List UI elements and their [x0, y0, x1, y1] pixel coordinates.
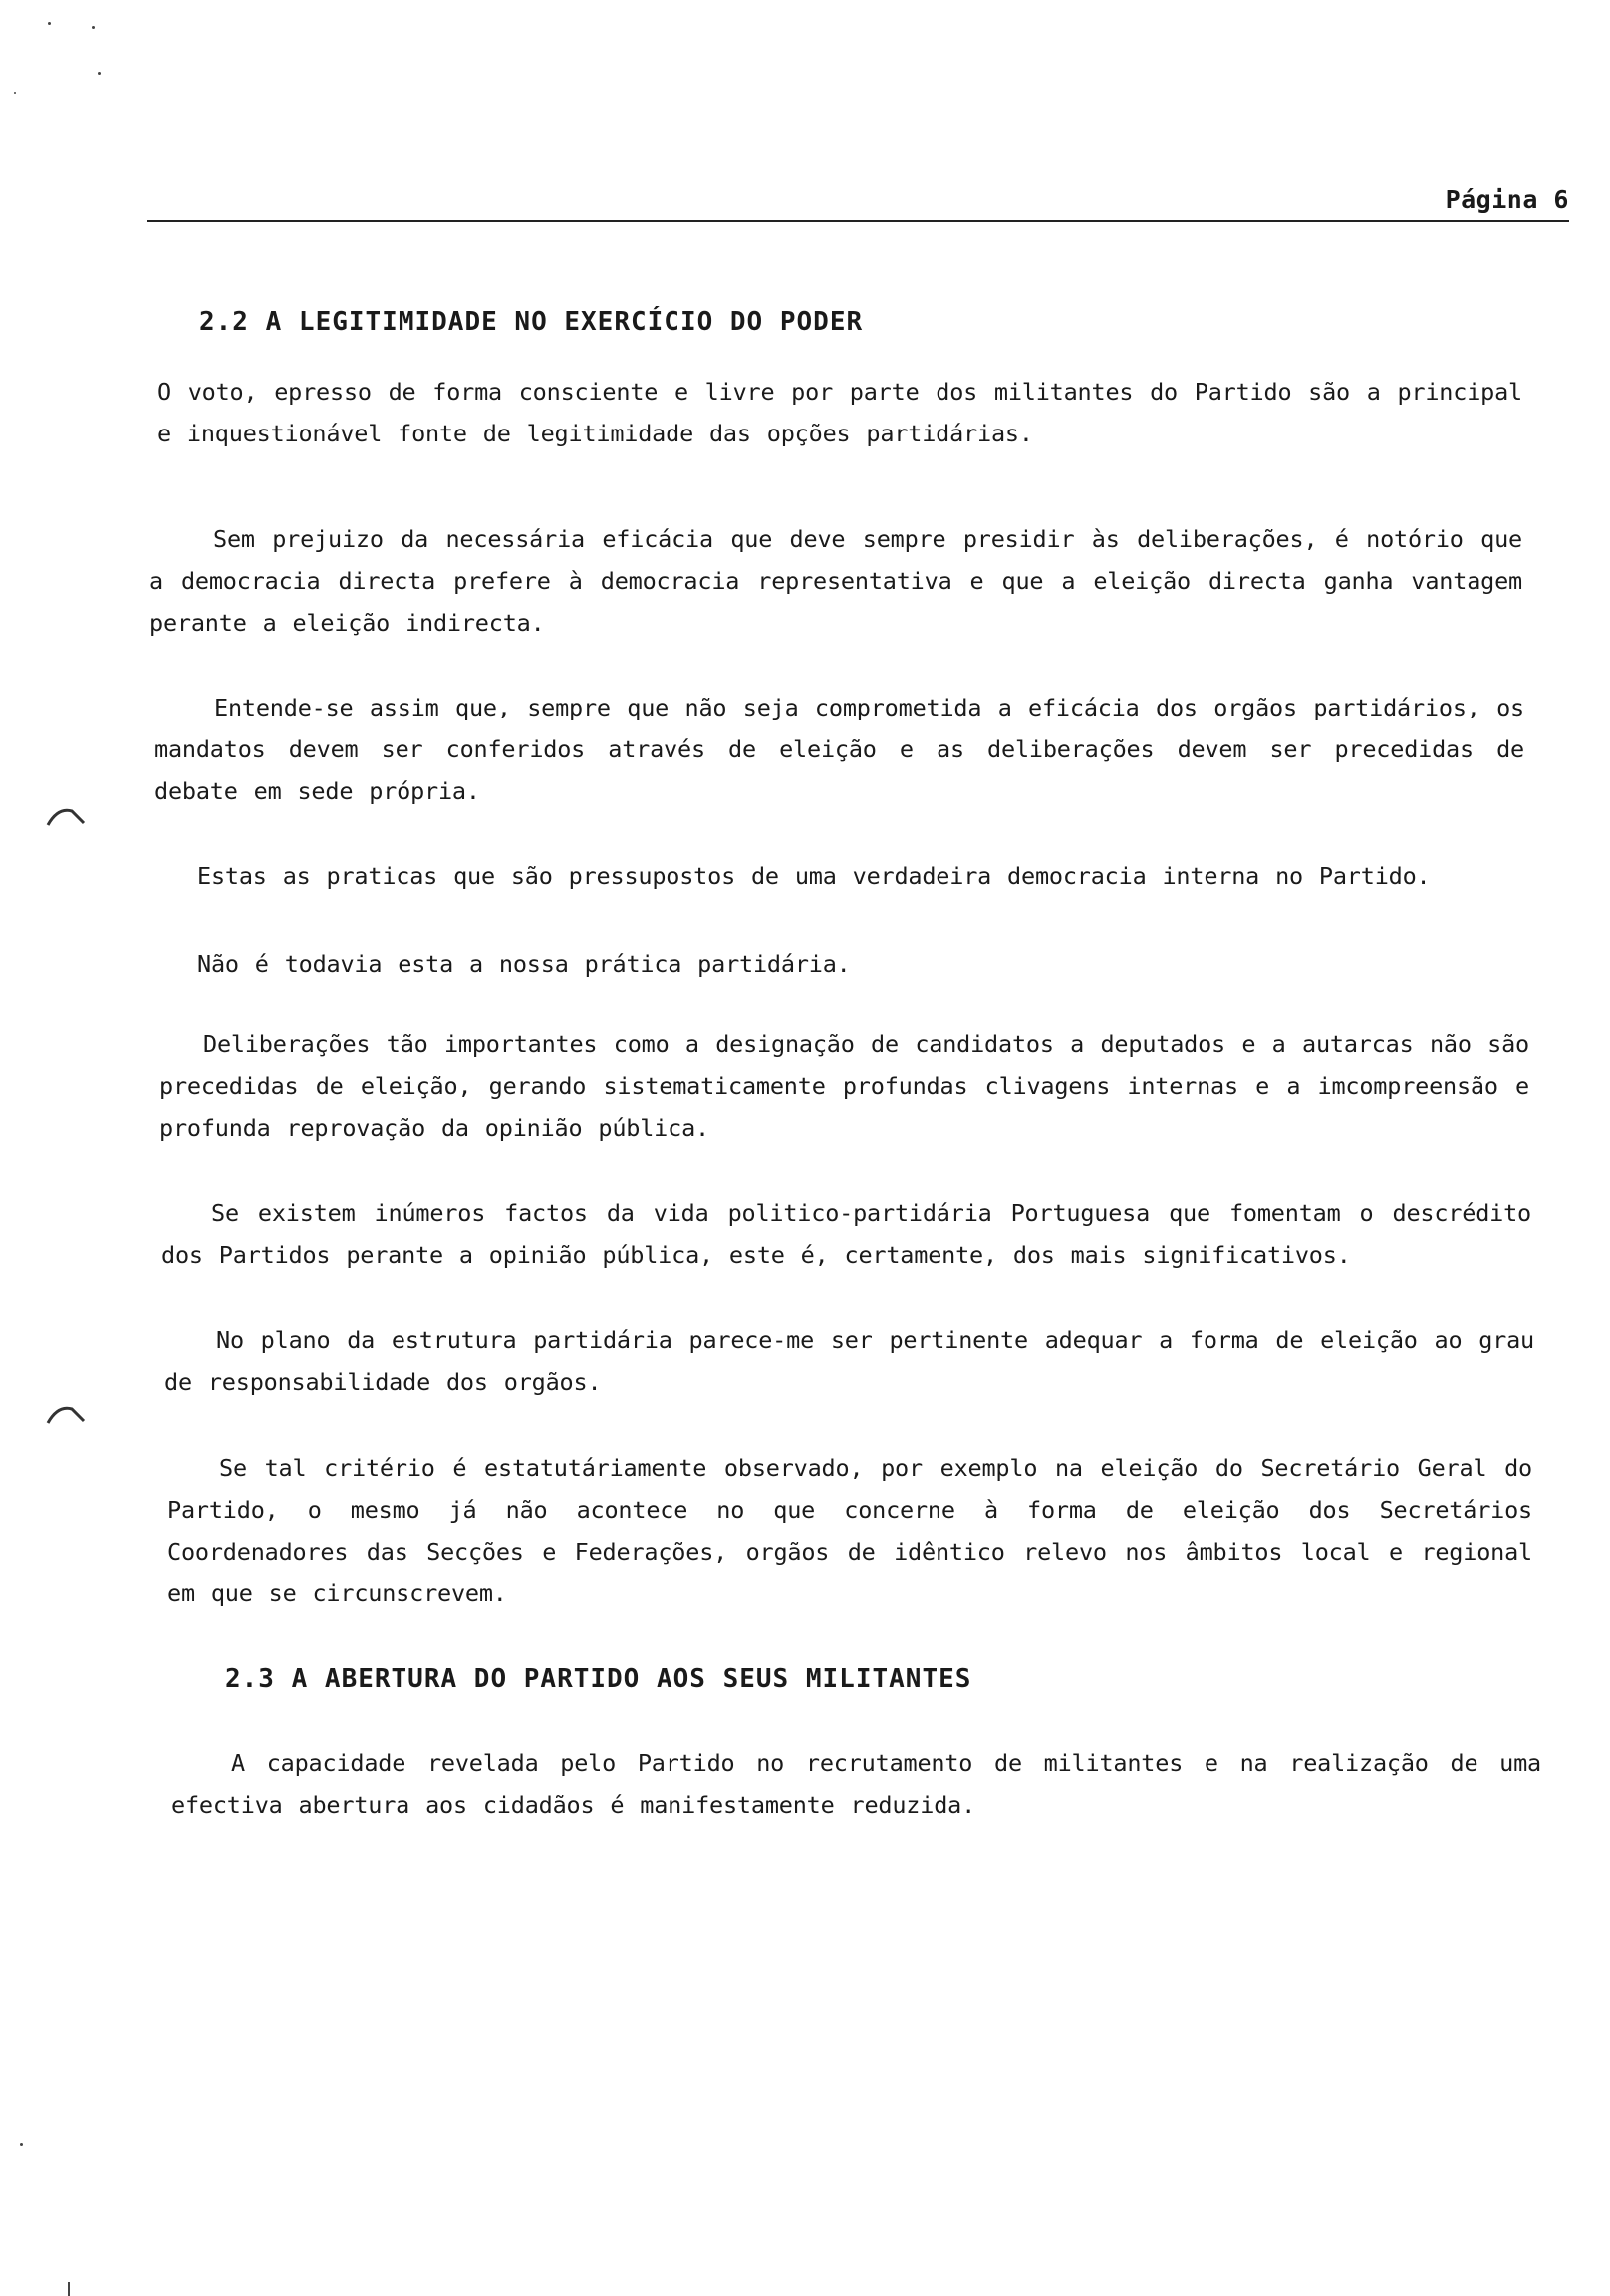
paragraph-2-2-5: Não é todavia esta a nossa prática partidária. [197, 950, 851, 978]
paragraph-2-2-1: O voto, epresso de forma consciente e livre por parte dos militantes do Partido são a principal e inquestionável fonte de legitimidade das opções partidárias. [157, 378, 1522, 447]
scan-speck [92, 26, 95, 29]
scan-speck [98, 72, 101, 75]
scan-speck [48, 22, 51, 25]
punch-hole-mark-icon [46, 805, 88, 829]
scan-speck [20, 2143, 23, 2146]
paragraph-2-3-1: A capacidade revelada pelo Partido no recrutamento de militantes e na realização de uma efectiva abertura aos cidadãos é manifestamente reduzida. [171, 1749, 1541, 1819]
paragraph-2-2-4: Estas as praticas que são pressupostos de uma verdadeira democracia interna no Partido. [197, 862, 1431, 890]
scan-speck [68, 2282, 70, 2296]
paragraph-2-2-6: Deliberações tão importantes como a designação de candidatos a deputados e a autarcas não são precedidas de eleição, gerando sistematicamente profundas clivagens internas e a imcompreensão e profunda reprovação da opinião pública. [159, 1030, 1529, 1142]
page-header [147, 185, 1569, 219]
paragraph-2-2-8: No plano da estrutura partidária parece-me ser pertinente adequar a forma de eleição ao grau de responsabilidade dos orgãos. [164, 1326, 1534, 1396]
header-rule [147, 220, 1569, 222]
punch-hole-mark-icon [46, 1403, 88, 1427]
paragraph-2-2-3: Entende-se assim que, sempre que não seja comprometida a eficácia dos orgãos partidários, os mandatos devem ser conferidos através de eleição e as deliberações devem ser precedidas de debate em sede própria. [154, 694, 1524, 805]
page-number: Página 6 [1445, 185, 1569, 214]
section-title-2-3: 2.3 A ABERTURA DO PARTIDO AOS SEUS MILITANTES [225, 1664, 972, 1694]
scan-speck [14, 92, 16, 94]
section-title-2-2: 2.2 A LEGITIMIDADE NO EXERCÍCIO DO PODER [199, 307, 864, 337]
paragraph-2-2-7: Se existem inúmeros factos da vida politico-partidária Portuguesa que fomentam o descrédito dos Partidos perante a opinião pública, este é, certamente, dos mais significativos. [161, 1199, 1531, 1269]
paragraph-2-2-9: Se tal critério é estatutáriamente observado, por exemplo na eleição do Secretário Geral do Partido, o mesmo já não acontece no que concerne à forma de eleição dos Secretários Coordenadores das Secções e Federações, orgãos de idêntico relevo nos âmbitos local e regional em que se circunscrevem. [167, 1454, 1532, 1607]
paragraph-2-2-2: Sem prejuizo da necessária eficácia que deve sempre presidir às deliberações, é notório que a democracia directa prefere à democracia representativa e que a eleição directa ganha vantagem perante a eleição indirecta. [149, 525, 1522, 637]
